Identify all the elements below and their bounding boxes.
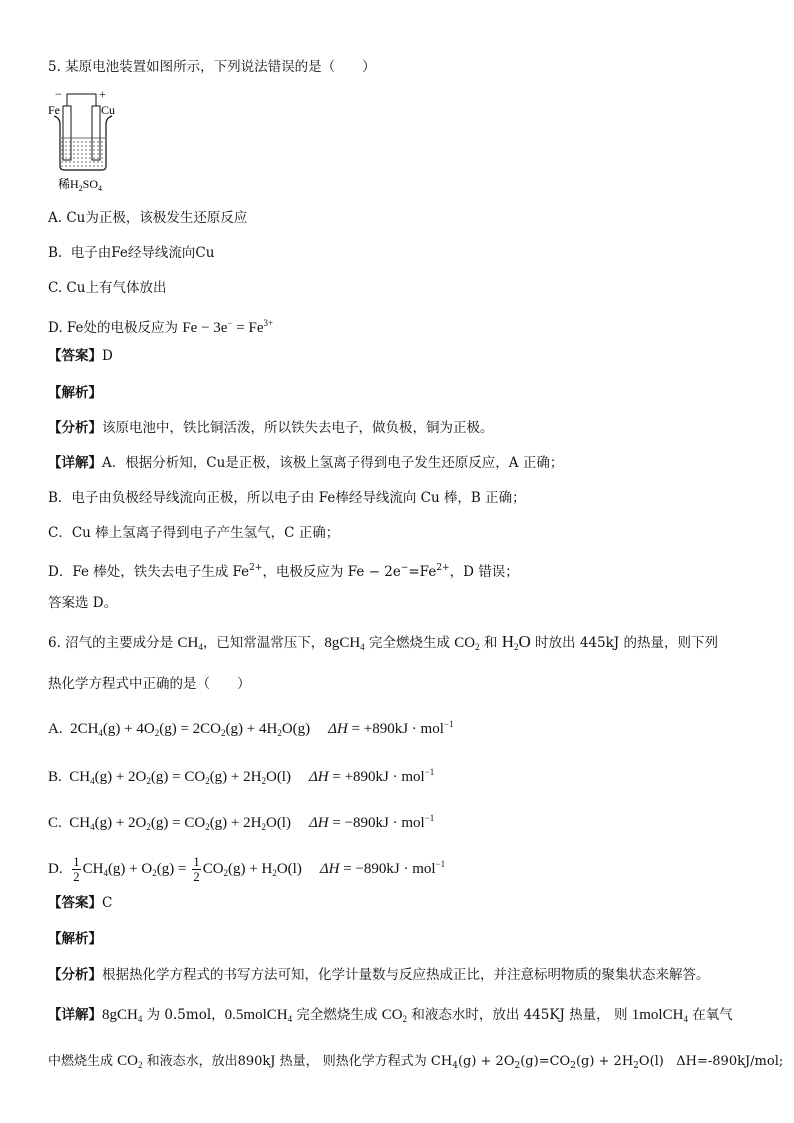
q6-detail-line1: 【详解】8gCH$_4$ 为 0.5mol，0.5molCH$_4$ 完全燃烧生成 $CO_2$ 和液态水时，放出 445KJ 热量， 则 1molCH$_4$ 在氧气	[48, 1007, 733, 1024]
q6-stem-line1: 6. 沼气的主要成分是 $CH_4$，已知常温常压下，8gCH$_4$ 完全燃烧生成 $CO_2$ 和 $H_2O$ 时放出 445kJ 的热量，则下列	[48, 632, 718, 652]
q6-analysis-tag: 【解析】	[48, 931, 102, 947]
q5-option-a: A. Cu为正极，该极发生还原反应	[48, 210, 248, 226]
cu-electrode	[92, 106, 100, 160]
plus-sign: +	[99, 87, 106, 101]
q5-option-b: B. 电子由Fe经导线流向Cu	[48, 245, 215, 261]
answer-value: D	[102, 348, 113, 364]
q5-conclusion: 答案选 D。	[48, 595, 118, 611]
galvanic-cell-diagram	[46, 86, 126, 194]
q6-option-d: D. $\frac{1}{2}$ $CH_4(g) + O_2(g)$ = $\frac{1}{2}$ $CO_2(g) + H_2O(l) \Delta H = -890kJ \cdot mol^{-1}$	[48, 854, 446, 885]
q5-answer	[48, 346, 113, 366]
q6-stem-line2: 热化学方程式中正确的是（ ）	[48, 676, 251, 692]
electrolyte-label: 稀$H_2SO_4$	[58, 177, 103, 193]
q6-option-b: B. $CH_4(g) + 2O_2(g) = CO_2(g) + 2H_2O(l) \Delta H = +890kJ \cdot mol^{-1}$	[48, 767, 435, 786]
q6-option-a: A. $2CH_4(g) + 4O_2(g) = 2CO_2(g) + 4H_2O(g) \Delta H = +890kJ \cdot mol^{-1}$	[48, 719, 454, 738]
fe-electrode	[63, 106, 71, 160]
q5-detail-c: C．Cu 棒上氢离子得到电子产生氢气，C 正确；	[48, 525, 340, 541]
q6-option-c: C. $CH_4(g) + 2O_2(g) = CO_2(g) + 2H_2O(l) \Delta H = -890kJ \cdot mol^{-1}$	[48, 813, 435, 832]
q5-option-c: C. Cu上有气体放出	[48, 280, 167, 296]
q6-fenxi: 【分析】根据热化学方程式的书写方法可知，化学计量数与反应热成正比，并注意标明物质的聚集状态来解答。	[48, 967, 710, 983]
q6-answer: 【答案】C	[48, 895, 113, 911]
q5-detail-d: D．Fe 棒处，铁失去电子生成 $Fe^{2+}$，电极反应为 $Fe - 2e^-=Fe^{2+}$，D 错误；	[48, 563, 519, 580]
wire	[67, 94, 96, 106]
q5-fenxi: 【分析】该原电池中，铁比铜活泼，所以铁失去电子，做负极，铜为正极。	[48, 420, 494, 436]
fe-label: Fe	[48, 103, 60, 117]
q6-detail-line2: 中燃烧生成 $CO_2$ 和液态水，放出890kJ 热量， 则热化学方程式为 $CH_4(g) + 2O_2(g)=CO_2(g) + 2H_2O(l)$ ΔH=-890kJ/mol;	[48, 1053, 784, 1071]
cu-label: Cu	[101, 103, 116, 117]
minus-sign: −	[55, 87, 62, 101]
q5-option-d: D. Fe处的电极反应为 $Fe - 3e^- = Fe^{3+}$	[48, 318, 274, 336]
q5-detail-b: B．电子由负极经导线流向正极，所以电子由 Fe棒经导线流向 Cu 棒，B 正确；	[48, 490, 526, 506]
q5-detail-a: 【详解】A．根据分析知，Cu是正极，该极上氢离子得到电子发生还原反应，A 正确；	[48, 455, 564, 471]
q5-analysis-tag: 【解析】	[48, 385, 102, 401]
answer-tag: 【答案】	[48, 348, 102, 364]
q5-stem: 5. 某原电池装置如图所示，下列说法错误的是（ ）	[48, 59, 376, 75]
